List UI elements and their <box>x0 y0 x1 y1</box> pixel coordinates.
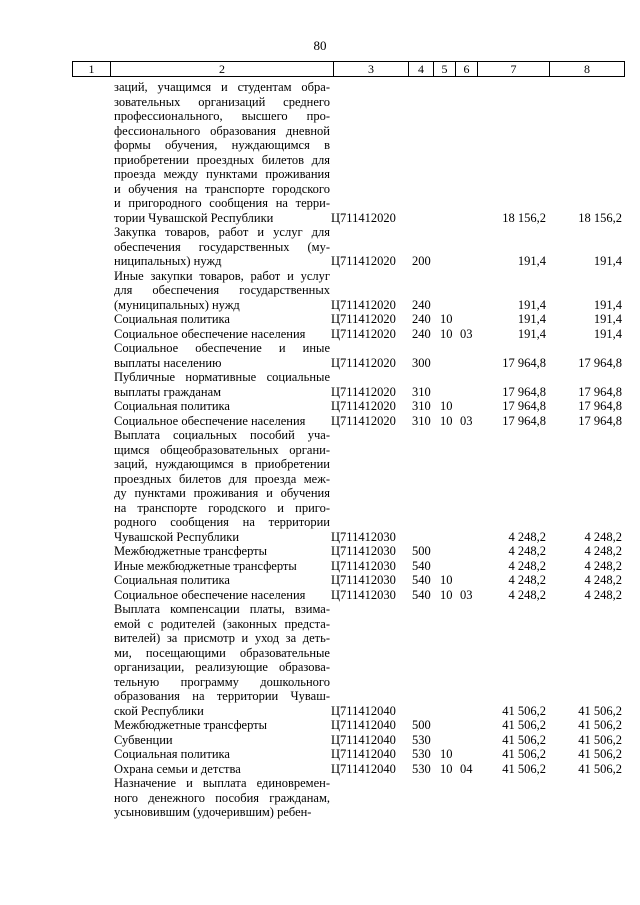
table-row <box>0 414 640 429</box>
table-row <box>0 733 640 748</box>
page-number: 80 <box>313 38 327 53</box>
table-row <box>0 80 640 225</box>
row-col-4: 240 <box>412 326 431 341</box>
row-col-7: 191,4 <box>517 254 546 268</box>
description-line: и пригородного сообщения на терри- <box>114 196 330 210</box>
description-line: проездных билетов для проезда меж- <box>114 471 330 486</box>
row-col-8: 191,4 <box>593 297 622 312</box>
row-col-7: 17 964,8 <box>502 413 546 428</box>
description-line: Социальное обеспечение населения <box>114 413 306 428</box>
row-col-4: 200 <box>412 254 431 268</box>
row-code: Ц711412020 <box>331 326 396 341</box>
description-line: Выплата социальных пособий уча- <box>114 428 330 442</box>
row-description <box>114 588 330 603</box>
description-line: Чувашской Республики <box>114 529 240 544</box>
row-description <box>114 370 330 399</box>
table-row <box>0 588 640 603</box>
header-col-3: 3 <box>334 62 409 76</box>
description-line: приобретении проездных билетов для <box>114 152 330 167</box>
row-code: Ц711412020 <box>331 297 396 312</box>
row-col-8: 4 248,2 <box>584 558 622 573</box>
row-col-8: 191,4 <box>593 312 622 326</box>
row-col-5: 10 <box>440 761 453 776</box>
description-line: емой с родителей (законных предста- <box>114 616 330 631</box>
description-line: Социальное обеспечение и иные <box>114 341 330 355</box>
row-col-7: 191,4 <box>517 312 546 326</box>
row-code: Ц711412040 <box>331 703 396 718</box>
description-line: профессионального, высшего про- <box>114 109 330 123</box>
header-col-8: 8 <box>584 62 590 76</box>
description-line: фессионального образования дневной <box>114 123 330 138</box>
row-col-7: 191,4 <box>517 297 546 312</box>
row-col-7: 4 248,2 <box>508 573 546 587</box>
table-row <box>0 602 640 718</box>
table-row <box>0 341 640 370</box>
row-col-5: 10 <box>440 587 453 602</box>
description-line: Социальная политика <box>114 399 230 413</box>
header-col-5: 5 <box>434 62 456 76</box>
row-description <box>114 602 330 718</box>
row-col-8: 4 248,2 <box>584 573 622 587</box>
row-col-8: 191,4 <box>593 326 622 341</box>
row-col-8: 17 964,8 <box>578 355 622 370</box>
row-col-5: 10 <box>440 399 453 413</box>
row-description <box>114 414 330 429</box>
table-row <box>0 312 640 327</box>
table-row <box>0 370 640 399</box>
description-line: Социальная политика <box>114 312 230 326</box>
description-line: Субвенции <box>114 732 173 747</box>
table-row <box>0 573 640 588</box>
row-code: Ц711412030 <box>331 544 396 558</box>
row-code: Ц711412040 <box>331 747 396 761</box>
description-line: выплаты населению <box>114 355 222 370</box>
row-code: Ц711412040 <box>331 732 396 747</box>
description-line: ду пунктами проживания и обучения <box>114 486 330 500</box>
description-line: организации, реализующие образова- <box>114 660 330 674</box>
row-col-8: 41 506,2 <box>578 747 622 761</box>
row-description <box>114 718 330 733</box>
row-col-8: 17 964,8 <box>578 413 622 428</box>
row-code: Ц711412020 <box>331 384 396 399</box>
row-col-8: 4 248,2 <box>584 544 622 558</box>
row-col-4: 300 <box>412 355 431 370</box>
description-line: Социальное обеспечение населения <box>114 587 306 602</box>
row-description <box>114 312 330 327</box>
description-line: выплаты гражданам <box>114 384 222 399</box>
description-line: Охрана семьи и детства <box>114 761 241 776</box>
description-line: вителей) за присмотр и уход за деть- <box>114 631 330 645</box>
description-line: тельную программу дошкольного <box>114 674 330 689</box>
row-description <box>114 762 330 777</box>
row-description <box>114 747 330 762</box>
description-line: Публичные нормативные социальные <box>114 370 330 384</box>
description-line: образования на территории Чуваш- <box>114 689 330 703</box>
row-col-7: 4 248,2 <box>508 544 546 558</box>
row-col-4: 540 <box>412 587 431 602</box>
row-col-7: 41 506,2 <box>502 703 546 718</box>
row-col-8: 4 248,2 <box>584 587 622 602</box>
row-col-4: 240 <box>412 297 431 312</box>
description-line: Назначение и выплата единовремен- <box>114 776 330 790</box>
row-col-4: 530 <box>412 732 431 747</box>
description-line: Иные межбюджетные трансферты <box>114 558 297 573</box>
table-row <box>0 428 640 544</box>
description-line: ской Республики <box>114 703 204 718</box>
table-row <box>0 559 640 574</box>
row-col-4: 310 <box>412 413 431 428</box>
description-line: Социальная политика <box>114 747 230 761</box>
row-code: Ц711412030 <box>331 558 396 573</box>
row-code: Ц711412020 <box>331 210 396 225</box>
row-description <box>114 559 330 574</box>
table-row <box>0 327 640 342</box>
row-col-7: 41 506,2 <box>502 718 546 732</box>
row-col-7: 18 156,2 <box>502 210 546 225</box>
row-col-5: 10 <box>440 312 453 326</box>
header-col-4: 4 <box>409 62 434 76</box>
row-col-6: 03 <box>460 326 473 341</box>
row-description <box>114 80 330 225</box>
table-row <box>0 225 640 269</box>
table-header <box>72 61 625 77</box>
description-line: проезда между пунктами проживания <box>114 167 330 181</box>
row-col-5: 10 <box>440 326 453 341</box>
description-line: обеспечения государственных (му- <box>114 239 330 254</box>
description-line: для обеспечения государственных <box>114 283 330 297</box>
header-col-7: 7 <box>478 62 550 76</box>
row-code: Ц711412020 <box>331 413 396 428</box>
row-description <box>114 733 330 748</box>
row-description <box>114 341 330 370</box>
table-row <box>0 544 640 559</box>
table-body <box>0 80 640 820</box>
row-code: Ц711412030 <box>331 587 396 602</box>
row-description <box>114 225 330 269</box>
row-col-7: 17 964,8 <box>502 399 546 413</box>
description-line: родного сообщения на территории <box>114 515 330 529</box>
row-description <box>114 544 330 559</box>
row-col-8: 41 506,2 <box>578 718 622 732</box>
row-col-7: 41 506,2 <box>502 761 546 776</box>
row-code: Ц711412030 <box>331 573 396 587</box>
row-col-7: 4 248,2 <box>508 587 546 602</box>
row-col-4: 240 <box>412 312 431 326</box>
row-col-5: 10 <box>440 573 453 587</box>
row-col-5: 10 <box>440 413 453 428</box>
row-code: Ц711412020 <box>331 254 396 268</box>
description-line: ниципальных) нужд <box>114 254 222 268</box>
row-code: Ц711412040 <box>331 718 396 732</box>
header-col-2: 2 <box>111 62 334 76</box>
row-col-7: 41 506,2 <box>502 747 546 761</box>
row-description <box>114 327 330 342</box>
description-line: заций, нуждающимся в приобретении <box>114 457 330 471</box>
description-line: усыновившим (удочерившим) ребен- <box>114 805 312 819</box>
row-description <box>114 399 330 414</box>
table-row <box>0 399 640 414</box>
row-col-4: 540 <box>412 573 431 587</box>
row-col-7: 17 964,8 <box>502 355 546 370</box>
description-line: на транспорте городского и приго- <box>114 500 330 515</box>
description-line: Закупка товаров, работ и услуг для <box>114 225 330 239</box>
row-col-4: 310 <box>412 399 431 413</box>
description-line: ного денежного пособия гражданам, <box>114 790 330 805</box>
row-col-7: 17 964,8 <box>502 384 546 399</box>
row-col-4: 310 <box>412 384 431 399</box>
row-code: Ц711412020 <box>331 399 396 413</box>
row-col-7: 191,4 <box>517 326 546 341</box>
row-col-8: 41 506,2 <box>578 732 622 747</box>
description-line: Иные закупки товаров, работ и услуг <box>114 268 330 283</box>
row-code: Ц711412030 <box>331 529 396 544</box>
row-col-4: 530 <box>412 761 431 776</box>
row-col-8: 41 506,2 <box>578 761 622 776</box>
description-line: Межбюджетные трансферты <box>114 718 268 732</box>
row-col-8: 17 964,8 <box>578 384 622 399</box>
description-line: тории Чувашской Республики <box>114 210 274 225</box>
row-description <box>114 573 330 588</box>
description-line: и обучения на транспорте городского <box>114 181 330 196</box>
description-line: (муниципальных) нужд <box>114 297 240 312</box>
row-col-8: 191,4 <box>593 254 622 268</box>
row-col-6: 04 <box>460 761 473 776</box>
header-col-6: 6 <box>456 62 478 76</box>
row-col-8: 4 248,2 <box>584 529 622 544</box>
row-col-4: 500 <box>412 544 431 558</box>
row-code: Ц711412040 <box>331 761 396 776</box>
description-line: заций, учащимся и студентам обра- <box>114 80 330 94</box>
row-col-8: 41 506,2 <box>578 703 622 718</box>
header-col-1: 1 <box>73 62 111 76</box>
description-line: Социальная политика <box>114 573 230 587</box>
table-row <box>0 762 640 777</box>
row-description <box>114 776 330 820</box>
row-col-6: 03 <box>460 587 473 602</box>
description-line: Социальное обеспечение населения <box>114 326 306 341</box>
description-line: Выплата компенсации платы, взима- <box>114 602 330 616</box>
description-line: щимся общеобразовательных органи- <box>114 442 330 457</box>
row-col-4: 530 <box>412 747 431 761</box>
row-description <box>114 428 330 544</box>
table-row <box>0 718 640 733</box>
table-row <box>0 776 640 820</box>
table-row <box>0 747 640 762</box>
table-row <box>0 269 640 313</box>
row-col-8: 18 156,2 <box>578 210 622 225</box>
row-code: Ц711412020 <box>331 312 396 326</box>
row-col-7: 4 248,2 <box>508 529 546 544</box>
row-col-6: 03 <box>460 413 473 428</box>
row-col-8: 17 964,8 <box>578 399 622 413</box>
description-line: зовательных организаций среднего <box>114 94 330 109</box>
row-col-7: 4 248,2 <box>508 558 546 573</box>
row-col-5: 10 <box>440 747 453 761</box>
description-line: ми, посещающими образовательные <box>114 645 330 660</box>
row-description <box>114 269 330 313</box>
description-line: формы обучения, нуждающимся в <box>114 138 330 152</box>
row-code: Ц711412020 <box>331 355 396 370</box>
row-col-7: 41 506,2 <box>502 732 546 747</box>
description-line: Межбюджетные трансферты <box>114 544 268 558</box>
row-col-4: 540 <box>412 558 431 573</box>
row-col-4: 500 <box>412 718 431 732</box>
